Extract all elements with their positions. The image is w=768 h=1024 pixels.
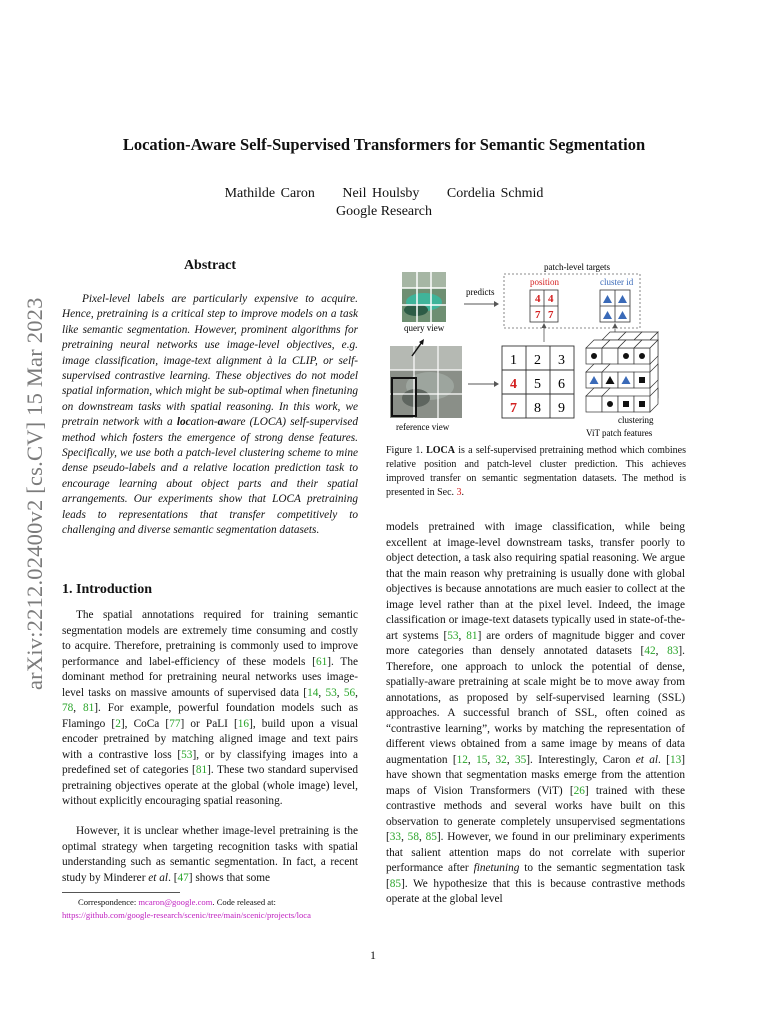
cluster-id-grid	[600, 290, 630, 322]
figure-caption: Figure 1. LOCA is a self-supervised pretraining method which combines relative position and patch-level cluster prediction. This achieves improved transfer on semantic segmentation datasets. The method is presented in Sec. 3.	[386, 445, 687, 498]
grid-number: 1	[510, 353, 517, 368]
arxiv-identifier: arXiv:2212.02400v2 [cs.CV] 15 Mar 2023	[22, 297, 47, 690]
affiliation: Google Research	[335, 204, 433, 219]
vit-patch-features-cubes	[586, 332, 658, 412]
position-cell: 7	[548, 309, 554, 321]
position-cell: 4	[535, 293, 541, 305]
square-icon	[639, 377, 645, 383]
footnote: Correspondence: mcaron@google.com. Code released at: https://github.com/google-research/scenic/tree/main/scenic/projects/loca	[62, 896, 362, 922]
square-icon	[639, 401, 645, 407]
right-column-paragraph: models pretrained with image classification, while being excellent at image-level downstream tasks, transfer poorly to object detection, a task also requiring spatial reasoning. We argue that the main reason why pretraining is usually done with global objectives is because annotations are much easier to collect at the image level rather than at the pixel level. Indeed, the image classification or image-text datasets typically used in state-of-the-art systems [53, 81] are orders of magnitude bigger and cover more categories than densely annotated datasets [42, 83]. Therefore, one approach to unlock the potential of dense, spatially-aware pretraining at scale might be to move away from annotations, as proposed by self-supervised learning (SSL) approaches. A successful branch of SSL, often coined as “contrastive learning”, works by matching the representation of different views obtained from a same image by means of data augmentation [12, 15, 32, 35]. Interestingly, Caron et al. [13] have shown that segmentation masks emerge from the attention maps of Vision Transformers (ViT) [26] trained with these contrastive methods and several works have built on this observation to generate completely unsupervised segmentations [33, 58, 85]. However, we found in our preliminary experiments that salient attention maps do not correlate with superior performance after finetuning to the semantic segmentation task [85]. We hypothesize that this is because contrastive methods operate at the global level	[386, 521, 686, 905]
grid-number-highlighted: 7	[510, 401, 517, 416]
reference-view-label: reference view	[396, 422, 450, 432]
patch-level-targets-label: patch-level targets	[544, 262, 611, 272]
grid-number: 5	[534, 377, 541, 392]
reference-view-image	[390, 339, 462, 418]
grid-number: 3	[558, 353, 565, 368]
query-view-label: query view	[404, 323, 445, 333]
position-cell: 4	[548, 293, 554, 305]
grid-number-highlighted: 4	[510, 377, 517, 392]
grid-number: 2	[534, 353, 541, 368]
cluster-id-label: cluster id	[600, 277, 634, 287]
intro-paragraph-2: However, it is unclear whether image-level pretraining is the optimal strategy when targeting recognition tasks with spatial understanding such as semantic segmentation. In fact, a recent study by Minderer et al. [47] shows that some	[62, 825, 358, 884]
position-label: position	[530, 277, 560, 287]
circle-icon	[607, 401, 613, 407]
figure-1	[386, 258, 686, 442]
grid-number: 6	[558, 377, 565, 392]
position-grid	[530, 290, 558, 322]
circle-icon	[639, 353, 645, 359]
clustering-label: clustering	[618, 415, 654, 425]
page-number: 1	[370, 948, 376, 962]
circle-icon	[623, 353, 629, 359]
intro-paragraph-1: The spatial annotations required for training semantic segmentation models are extremely time consuming and costly to acquire. Therefore, pretraining is commonly used to improve performance and label-efficiency of these models [61]. The dominant method for pretraining neural networks uses image-level tasks on massive amounts of supervised data [14, 53, 56, 78, 81]. For example, powerful foundation models such as Flamingo [2], CoCa [77] or PaLI [16], build upon a visual encoder pretrained by matching aligned image and text pairs with a contrastive loss [53], or by classifying images into a predefined set of categories [81]. These two standard supervised pretraining objectives operate at the global (whole image) level, without explicitly encouraging spatial reasoning.	[62, 609, 358, 807]
predicts-label: predicts	[466, 287, 495, 297]
code-url-link[interactable]: https://github.com/google-research/scenic/tree/main/scenic/projects/loca	[62, 910, 311, 920]
vit-patch-features-label: ViT patch features	[586, 428, 653, 438]
footnote-rule	[62, 892, 180, 893]
square-icon	[623, 401, 629, 407]
email-link[interactable]: mcaron@google.com	[138, 897, 213, 907]
grid-number: 8	[534, 401, 541, 416]
authors: Mathilde Caron Neil Houlsby Cordelia Schmid	[224, 186, 544, 201]
circle-icon	[591, 353, 597, 359]
grid-number: 9	[558, 401, 565, 416]
position-number-grid	[502, 346, 574, 418]
query-view-image	[402, 272, 446, 322]
abstract-text: Pixel-level labels are particularly expensive to acquire. Hence, pretraining is a critical step to improve models on a task like semantic segmentation. However, prominent algorithms for pretraining neural networks use image-level objectives, e.g. image classification, image-text alignment à la CLIP, or self-supervised contrastive learning. These objectives do not model spatial information, which might be sub-optimal when finetuning on downstream tasks with spatial reasoning. In this work, we pretrain network with a location-aware (LOCA) self-supervised method which fosters the emergence of strong dense features. Specifically, we use both a patch-level clustering scheme to mine dense pseudo-labels and a relative location prediction task to encourage learning about object parts and their spatial arrangements. Our experiments show that LOCA pretraining leads to representations that transfer competitively to challenging and diverse semantic segmentation datasets.	[62, 293, 358, 537]
position-cell: 7	[535, 309, 541, 321]
paper-title: Location-Aware Self-Supervised Transformers for Semantic Segmentation	[122, 135, 646, 154]
section-heading-introduction: 1. Introduction	[62, 582, 152, 597]
abstract-heading: Abstract	[183, 258, 237, 273]
